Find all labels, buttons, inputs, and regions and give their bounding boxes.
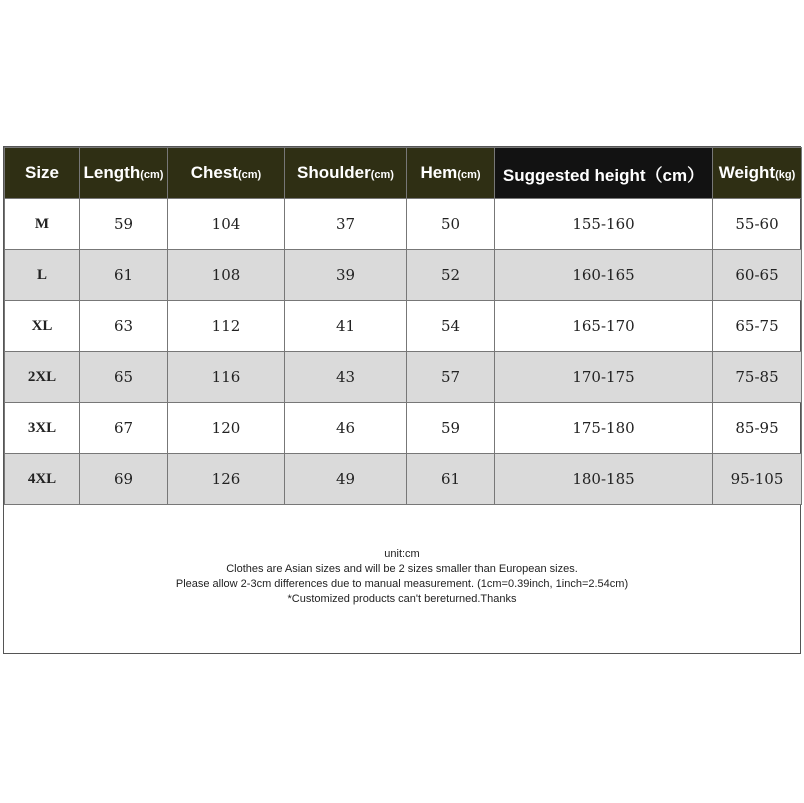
- shoulder-cell: 41: [285, 301, 407, 352]
- hem-cell: 52: [407, 250, 495, 301]
- hem-cell: 59: [407, 403, 495, 454]
- shoulder-cell: 49: [285, 454, 407, 505]
- chest-cell: 104: [168, 199, 285, 250]
- header-row: [5, 148, 802, 199]
- weight-cell: 95-105: [713, 454, 802, 505]
- table-row: [5, 352, 802, 403]
- chest-cell: 108: [168, 250, 285, 301]
- size-cell: XL: [5, 301, 80, 352]
- shoulder-unit: (cm): [370, 169, 394, 181]
- height-cell: 160-165: [495, 250, 713, 301]
- weight-unit: (kg): [775, 169, 796, 181]
- length-unit: (cm): [140, 169, 164, 181]
- shoulder-cell: 46: [285, 403, 407, 454]
- hem-cell: 57: [407, 352, 495, 403]
- weight-cell: 75-85: [713, 352, 802, 403]
- size-cell: M: [5, 199, 80, 250]
- length-cell: 63: [80, 301, 168, 352]
- chest-unit: (cm): [238, 169, 262, 181]
- hem-unit: (cm): [457, 169, 481, 181]
- header-size: Size: [5, 148, 80, 199]
- chest-cell: 126: [168, 454, 285, 505]
- height-cell: 155-160: [495, 199, 713, 250]
- size-cell: 2XL: [5, 352, 80, 403]
- size-notes: [4, 547, 800, 607]
- table-row: [5, 250, 802, 301]
- table-row: [5, 199, 802, 250]
- header-hem: Hem(cm): [407, 148, 495, 199]
- length-cell: 59: [80, 199, 168, 250]
- size-cell: L: [5, 250, 80, 301]
- chest-cell: 116: [168, 352, 285, 403]
- shoulder-cell: 39: [285, 250, 407, 301]
- length-cell: 65: [80, 352, 168, 403]
- size-chart: [3, 146, 801, 654]
- header-length: Length(cm): [80, 148, 168, 199]
- size-cell: 4XL: [5, 454, 80, 505]
- chest-cell: 120: [168, 403, 285, 454]
- length-cell: 69: [80, 454, 168, 505]
- length-cell: 61: [80, 250, 168, 301]
- height-cell: 180-185: [495, 454, 713, 505]
- header-weight: Weight(kg): [713, 148, 802, 199]
- shoulder-cell: 43: [285, 352, 407, 403]
- table-row: [5, 403, 802, 454]
- height-cell: 175-180: [495, 403, 713, 454]
- unit-note: unit:cm: [384, 548, 420, 560]
- hem-cell: 61: [407, 454, 495, 505]
- measurement-note: Please allow 2-3cm differences due to manual measurement. (1cm=0.39inch, 1inch=2.54cm): [175, 578, 629, 590]
- weight-cell: 85-95: [713, 403, 802, 454]
- return-policy-note: *Customized products can't bereturned.Thanks: [287, 593, 517, 605]
- size-cell: 3XL: [5, 403, 80, 454]
- chest-cell: 112: [168, 301, 285, 352]
- weight-cell: 55-60: [713, 199, 802, 250]
- height-cell: 165-170: [495, 301, 713, 352]
- weight-cell: 65-75: [713, 301, 802, 352]
- weight-cell: 60-65: [713, 250, 802, 301]
- table-row: [5, 454, 802, 505]
- height-cell: 170-175: [495, 352, 713, 403]
- size-table: [4, 147, 802, 505]
- table-row: [5, 301, 802, 352]
- header-shoulder: Shoulder(cm): [285, 148, 407, 199]
- hem-cell: 50: [407, 199, 495, 250]
- header-suggested-height: Suggested height（cm）: [495, 148, 713, 199]
- asian-size-note: Clothes are Asian sizes and will be 2 sizes smaller than European sizes.: [226, 563, 578, 575]
- length-cell: 67: [80, 403, 168, 454]
- hem-cell: 54: [407, 301, 495, 352]
- shoulder-cell: 37: [285, 199, 407, 250]
- header-chest: Chest(cm): [168, 148, 285, 199]
